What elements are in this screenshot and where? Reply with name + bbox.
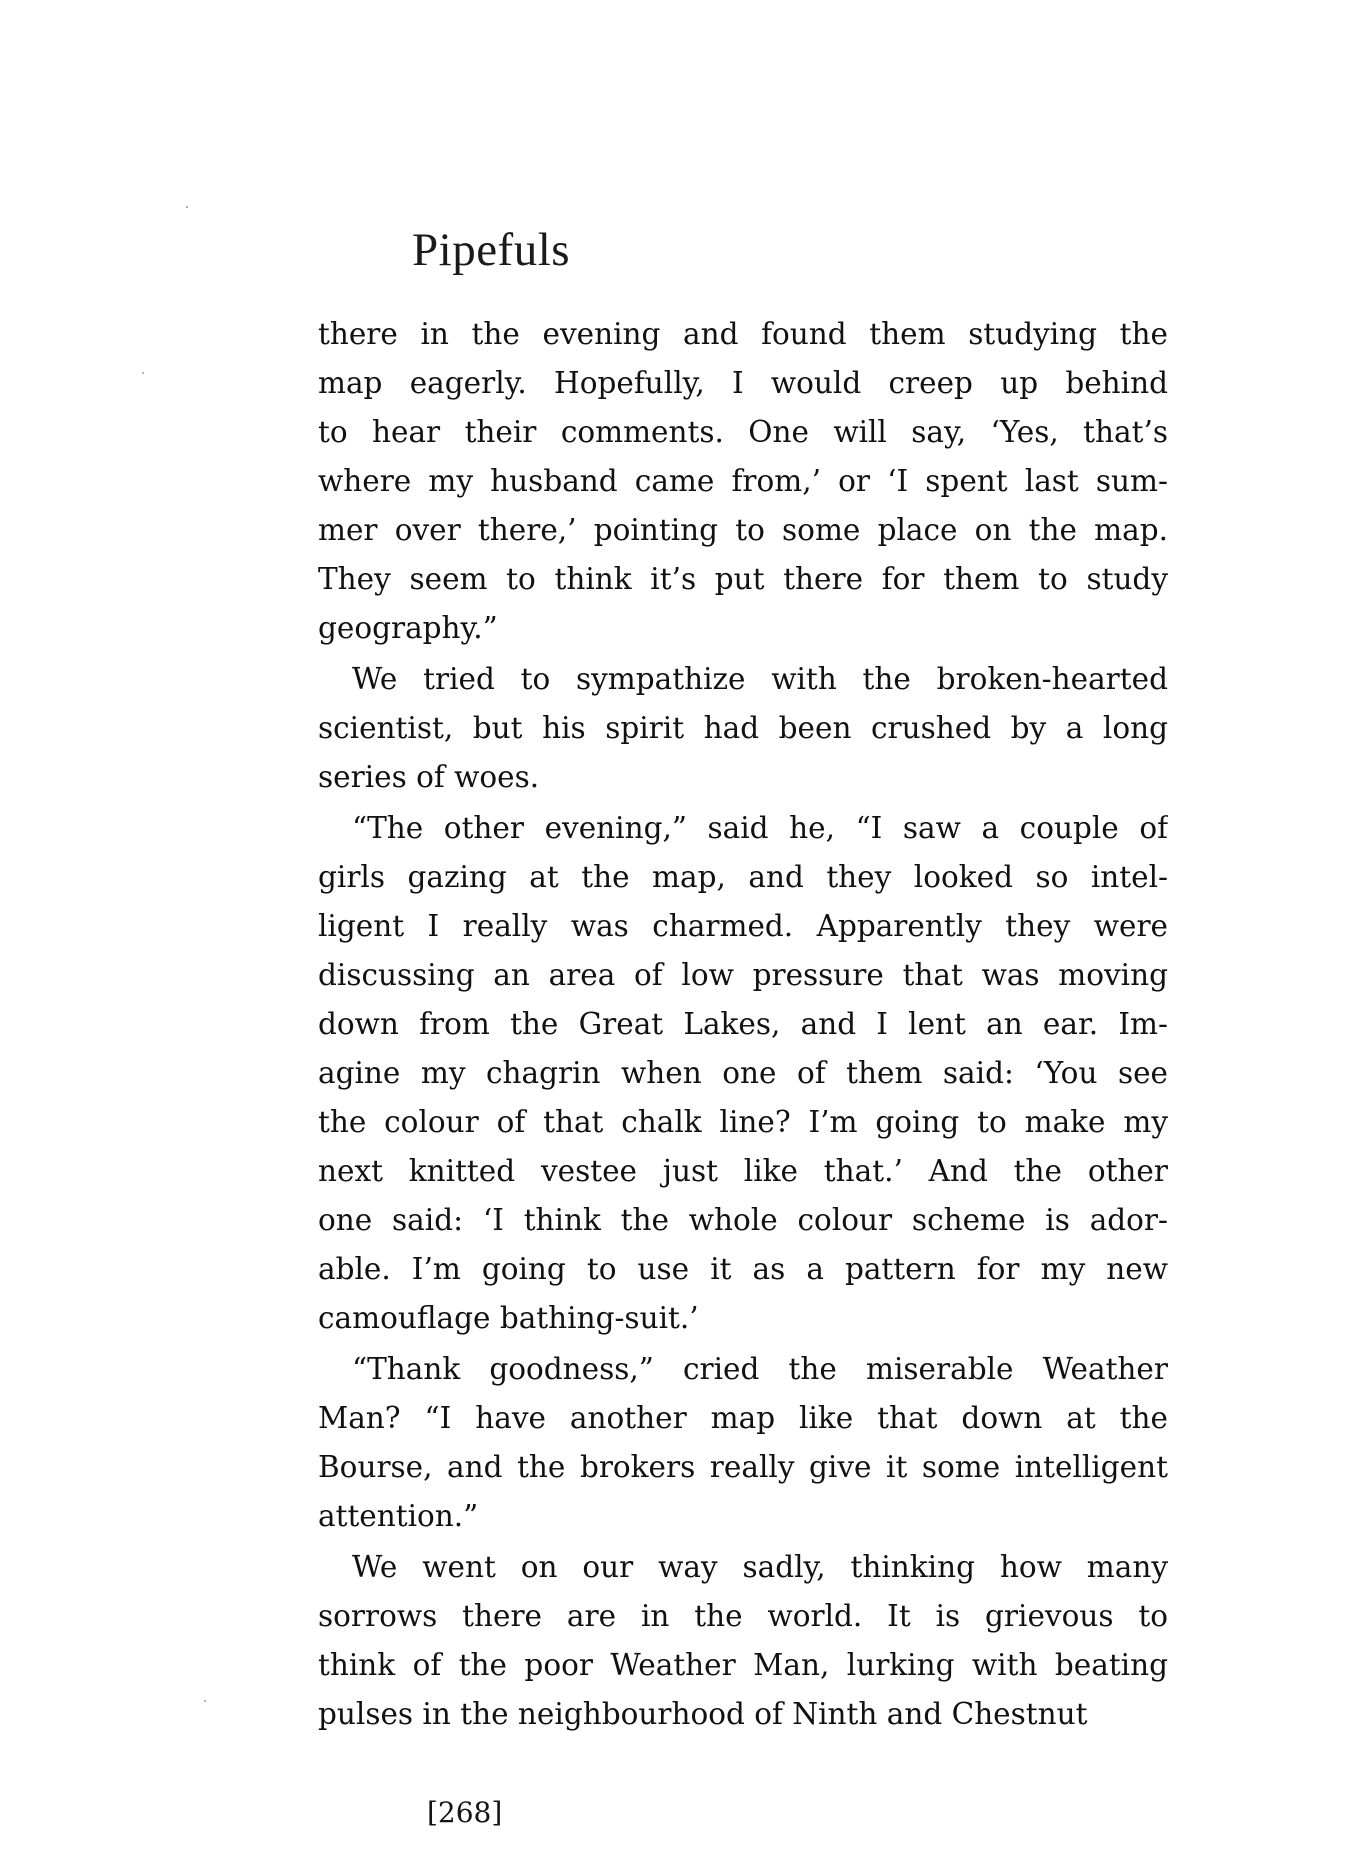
text-line: We went on our way sadly, thinking how many <box>352 1550 1168 1584</box>
paragraph <box>318 655 1168 802</box>
text-line: where my husband came from,’ or ‘I spent last sum- <box>318 464 1168 498</box>
text-line: one said: ‘I think the whole colour scheme is ador- <box>318 1203 1168 1237</box>
text-line: think of the poor Weather Man, lurking with beating <box>318 1648 1168 1682</box>
text-line: down from the Great Lakes, and I lent an ear. Im- <box>318 1007 1168 1041</box>
text-line: sorrows there are in the world. It is grievous to <box>318 1599 1168 1633</box>
text-line: scientist, but his spirit had been crushed by a long <box>318 711 1168 745</box>
text-line: pulses in the neighbourhood of Ninth and Chestnut <box>318 1697 1088 1731</box>
text-line: Bourse, and the brokers really give it some intelligent <box>318 1450 1168 1484</box>
text-line: able. I’m going to use it as a pattern for my new <box>318 1252 1168 1286</box>
text-line: “The other evening,” said he, “I saw a couple of <box>352 811 1168 845</box>
running-head: Pipefuls <box>412 224 571 276</box>
text-line: Man? “I have another map like that down at the <box>318 1401 1168 1435</box>
text-line: the colour of that chalk line? I’m going to make my <box>318 1105 1168 1139</box>
text-line: there in the evening and found them studying the <box>318 317 1168 351</box>
body-text <box>318 310 1168 1739</box>
text-line: girls gazing at the map, and they looked so intel- <box>318 860 1168 894</box>
paragraph <box>318 1543 1168 1739</box>
text-line: map eagerly. Hopefully, I would creep up behind <box>318 366 1168 400</box>
text-line: next knitted vestee just like that.’ And the other <box>318 1154 1168 1188</box>
text-line: attention.” <box>318 1499 479 1533</box>
text-line: series of woes. <box>318 760 540 794</box>
text-line: We tried to sympathize with the broken-hearted <box>352 662 1168 696</box>
text-line: discussing an area of low pressure that was moving <box>318 958 1168 992</box>
paragraph <box>318 804 1168 1343</box>
scan-speck <box>186 206 188 208</box>
scan-speck <box>142 372 144 374</box>
paragraph <box>318 1345 1168 1541</box>
scan-speck <box>204 1700 206 1702</box>
text-line: They seem to think it’s put there for them to study <box>318 562 1168 596</box>
text-line: geography.” <box>318 611 498 645</box>
page-number: [268] <box>427 1796 503 1829</box>
text-line: agine my chagrin when one of them said: ‘You see <box>318 1056 1168 1090</box>
text-line: ligent I really was charmed. Apparently they were <box>318 909 1168 943</box>
paragraph <box>318 310 1168 653</box>
text-line: camouflage bathing-suit.’ <box>318 1301 699 1335</box>
text-line: “Thank goodness,” cried the miserable Weather <box>352 1352 1168 1386</box>
text-line: to hear their comments. One will say, ‘Yes, that’s <box>318 415 1168 449</box>
text-line: mer over there,’ pointing to some place on the map. <box>318 513 1168 547</box>
